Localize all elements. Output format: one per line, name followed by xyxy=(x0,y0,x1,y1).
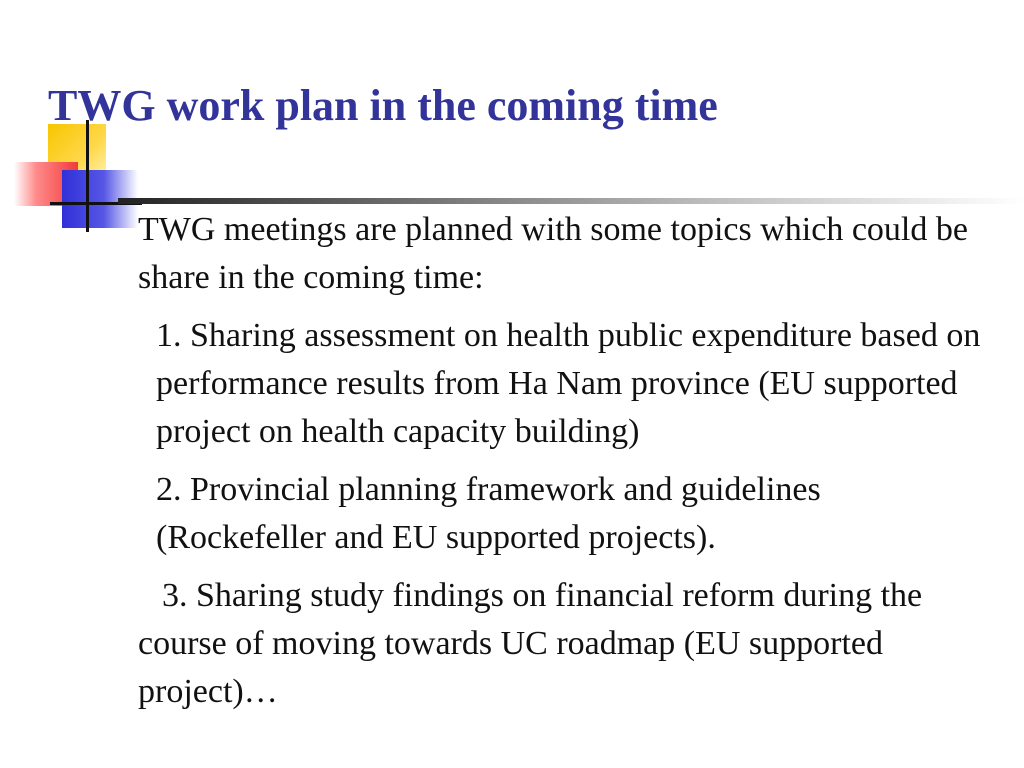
intro-paragraph: TWG meetings are planned with some topics which could be share in the coming time: xyxy=(138,211,968,296)
title-divider xyxy=(118,198,1024,204)
list-item-1: 1. Sharing assessment on health public expenditure based on performance results from Ha Nam province (EU supported project on health capacity building) xyxy=(156,317,981,450)
list-item-2: 2. Provincial planning framework and guidelines (Rockefeller and EU supported projects). xyxy=(156,471,821,556)
vertical-line xyxy=(86,120,89,232)
slide-body xyxy=(138,206,998,716)
list-item-3: 3. Sharing study findings on financial reform during the course of moving towards UC roadmap (EU supported project)… xyxy=(138,577,923,710)
slide-title: TWG work plan in the coming time xyxy=(48,81,718,130)
